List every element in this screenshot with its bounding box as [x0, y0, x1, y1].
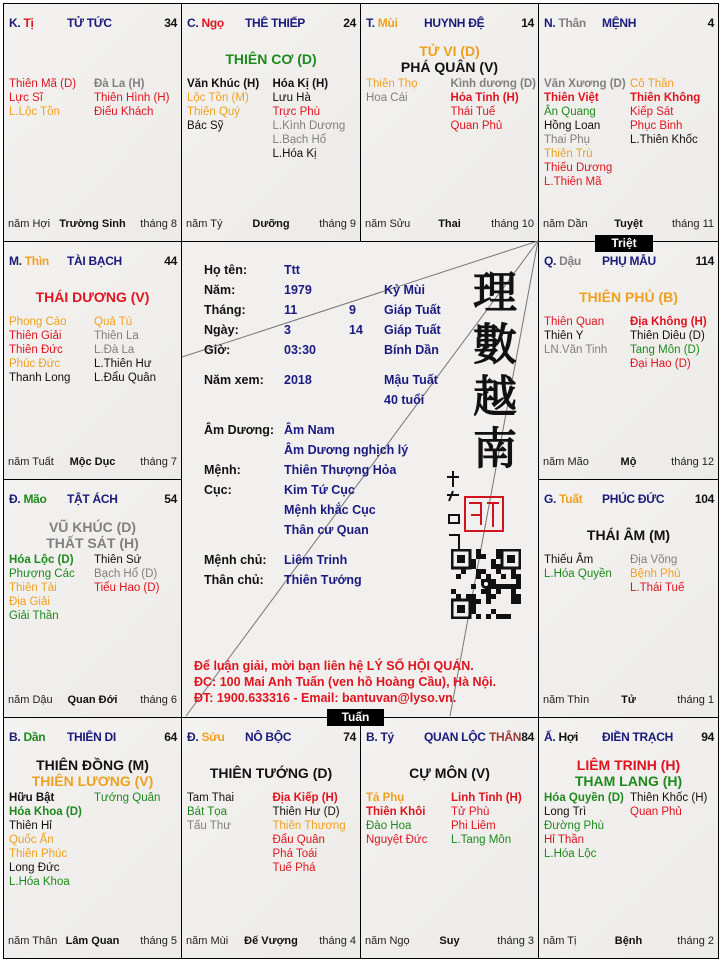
palace-age: 104: [694, 492, 714, 506]
palace-age: 4: [707, 16, 714, 30]
phase-label: Quan Đới: [67, 694, 118, 706]
palace-can: Ấ.: [544, 730, 556, 744]
palace-can: Đ.: [9, 492, 21, 506]
year-label: năm Mùi: [186, 935, 229, 947]
star: Thiên Y: [544, 330, 584, 342]
main-star: THIÊN CƠ (D): [225, 51, 317, 67]
palace-can: Đ.: [187, 730, 199, 744]
thang-can-chi: Giáp Tuất: [384, 303, 441, 317]
main-star: TỬ VI (D): [419, 43, 480, 59]
star: Ân Quang: [544, 106, 596, 118]
star: Cô Thần: [630, 78, 674, 90]
than-chu-value: Thiên Tướng: [284, 573, 362, 587]
star: Đại Hao (D): [630, 358, 691, 370]
year-label: năm Tuất: [8, 456, 54, 468]
palace-age: 54: [164, 492, 177, 506]
phase-label: Tử: [621, 694, 636, 706]
tuan-marker: Tuấn: [327, 709, 384, 726]
thang-label: Tháng:: [204, 303, 246, 317]
main-star: VŨ KHÚC (D): [48, 519, 137, 535]
star: L.Hóa Quyền: [544, 568, 612, 580]
main-star: THÁI DƯƠNG (V): [35, 289, 150, 305]
palace-chi: Ngọ: [201, 16, 224, 30]
palace-chi: Dần: [23, 730, 46, 744]
palace-chi: Dậu: [559, 254, 581, 268]
palace-name: THÊ THIẾP: [245, 16, 305, 30]
menh-value: Thiên Thượng Hỏa: [284, 463, 397, 477]
star: Tiểu Hao (D): [94, 582, 160, 594]
gio-can-chi: Bính Dần: [384, 343, 439, 357]
seal-mark: [443, 265, 533, 585]
palace-age: 34: [164, 16, 177, 30]
nam-xem-value: 2018: [284, 373, 312, 387]
star: Văn Khúc (H): [187, 78, 260, 90]
star: Hoa Cái: [366, 92, 408, 104]
month-label: tháng 11: [671, 218, 714, 230]
star: Thiên Trù: [544, 148, 593, 160]
star: Phi Liêm: [451, 820, 496, 832]
star: L.Thiên Khốc: [630, 134, 698, 146]
star: Thiên Không: [630, 92, 701, 104]
star: Thiên Mã (D): [9, 78, 77, 90]
star: Quốc Ấn: [9, 834, 54, 846]
star: Hữu Bật: [9, 792, 55, 804]
star: L.Đà La: [94, 344, 135, 356]
star: Tuế Phá: [272, 862, 316, 874]
palace-can: T.: [366, 16, 375, 30]
palace-can: M.: [9, 254, 22, 268]
phase-label: Trường Sinh: [59, 218, 126, 230]
star: Hóa Kị (H): [272, 78, 329, 90]
star: L.Hóa Lộc: [544, 848, 597, 860]
star: L.Đẩu Quân: [94, 372, 157, 384]
main-star: PHÁ QUÂN (V): [400, 59, 499, 75]
palace-chi: Hợi: [558, 730, 579, 744]
star: L.Lộc Tồn: [9, 106, 60, 118]
star: Phong Cáo: [9, 316, 67, 328]
star: Thiên Hình (H): [94, 92, 170, 104]
than-chu-label: Thân chủ:: [204, 573, 264, 587]
star: Bạch Hổ (D): [94, 568, 158, 580]
thang-am: 9: [349, 303, 356, 317]
star: L.Hóa Khoa: [9, 876, 70, 888]
palace-chi: Mùi: [377, 16, 398, 30]
palace-can: B.: [366, 730, 378, 744]
star: L.Tang Môn: [451, 834, 512, 846]
month-label: tháng 6: [140, 694, 177, 706]
palace-age: 94: [701, 730, 714, 744]
palace-age: 84: [521, 730, 534, 744]
star: L.Thiên Hư: [94, 358, 152, 370]
star: Hỏa Tinh (H): [450, 92, 519, 104]
palace-age: 44: [164, 254, 177, 268]
palace-name: PHỤ MẪU: [602, 254, 656, 268]
palace-chi: Sửu: [201, 730, 225, 744]
star: Thiên Tài: [9, 582, 57, 594]
star: Thiên Khốc (H): [630, 792, 708, 804]
month-label: tháng 9: [319, 218, 356, 230]
star: Thiên Hỉ: [9, 820, 52, 832]
palace-can: B.: [9, 730, 21, 744]
star: Thái Tuế: [450, 106, 496, 118]
palace-can: G.: [544, 492, 557, 506]
palace-can: N.: [544, 16, 556, 30]
month-label: tháng 10: [491, 218, 534, 230]
palace-name: THIÊN DI: [67, 730, 116, 744]
star: Tam Thai: [187, 792, 235, 804]
main-star: THIÊN TƯỚNG (D): [209, 765, 333, 781]
calligraphy-logo: 理數越南: [465, 269, 516, 477]
star: Thiếu Dương: [544, 162, 613, 174]
palace-name: PHÚC ĐỨC: [602, 492, 665, 506]
star: L.Thiên Mã: [544, 176, 602, 188]
star: Kình dương (D): [450, 78, 536, 90]
palace-chi: Tị: [23, 16, 34, 30]
am-duong-label: Âm Dương:: [204, 423, 275, 437]
star: Lực Sĩ: [9, 92, 43, 104]
star: Bát Tọa: [187, 806, 228, 818]
star: Văn Xương (D): [544, 78, 626, 90]
main-star: CỰ MÔN (V): [409, 765, 490, 781]
phase-label: Thai: [438, 218, 461, 230]
year-label: năm Thân: [8, 935, 58, 947]
star: Hóa Khoa (D): [9, 806, 82, 818]
ho-ten-value: Ttt: [284, 263, 300, 277]
star: L.Bạch Hổ: [272, 134, 327, 146]
nam-value: 1979: [284, 283, 312, 297]
phase-label: Tuyệt: [614, 218, 643, 230]
star: Thiên Thọ: [366, 78, 418, 90]
main-star: THIÊN LƯƠNG (V): [31, 773, 154, 789]
palace-name: MỆNH: [602, 16, 637, 30]
palace-chi: Thân: [558, 16, 586, 30]
star: Thiên Khôi: [366, 806, 426, 818]
phase-label: Đế Vượng: [244, 935, 298, 947]
palace-age: 64: [164, 730, 177, 744]
star: Thiên Diêu (D): [630, 330, 705, 342]
star: Quan Phủ: [630, 806, 682, 818]
nam-xem-label: Năm xem:: [204, 373, 264, 387]
star: Thiên Quan: [544, 316, 605, 328]
month-label: tháng 2: [677, 935, 714, 947]
phase-label: Lâm Quan: [65, 935, 120, 947]
star: Thanh Long: [9, 372, 71, 384]
menh-label: Mệnh:: [204, 463, 241, 477]
ngay-label: Ngày:: [204, 323, 239, 337]
star: Thiên Giải: [9, 330, 62, 342]
main-star: THÁI ÂM (M): [586, 527, 671, 543]
star: Linh Tinh (H): [451, 792, 522, 804]
main-star: LIÊM TRINH (H): [576, 757, 681, 773]
star: Phá Toái: [272, 848, 318, 860]
ngay-value: 3: [284, 323, 291, 337]
star: Hóa Lộc (D): [9, 554, 74, 566]
palace-chi: Tuất: [559, 492, 583, 506]
star: Thiên Việt: [544, 92, 599, 104]
star: Hỉ Thần: [544, 834, 585, 846]
phase-label: Bệnh: [614, 935, 643, 947]
star: L.Thái Tuế: [630, 582, 685, 594]
star: Đường Phù: [544, 820, 604, 832]
star: Thiên Hư (D): [272, 806, 340, 818]
year-label: năm Dậu: [8, 694, 53, 706]
nam-label: Năm:: [204, 283, 236, 297]
month-label: tháng 7: [140, 456, 177, 468]
palace-age: 24: [343, 16, 356, 30]
star: Đà La (H): [94, 78, 145, 90]
menh-chu-label: Mệnh chủ:: [204, 553, 267, 567]
contact-line-1: Để luận giải, mời bạn liên hệ LÝ SỐ HỘI QUÁN.: [194, 659, 474, 673]
palace-can: K.: [9, 16, 21, 30]
star: Phục Binh: [630, 120, 683, 132]
star: Tấu Thư: [187, 820, 231, 832]
palace-name: QUAN LỘC: [424, 730, 486, 744]
contact-line-2: ĐC: 100 Mai Anh Tuấn (ven hồ Hoàng Cầu), Hà Nội.: [194, 675, 497, 689]
month-label: tháng 5: [140, 935, 177, 947]
star: Quả Tú: [94, 316, 133, 328]
star: Lưu Hà: [272, 92, 311, 104]
am-duong-note: Âm Dương nghịch lý: [284, 443, 409, 457]
star: Giải Thần: [9, 610, 59, 622]
palace-name: TẬT ÁCH: [67, 492, 118, 506]
palace-name: ĐIỀN TRẠCH: [602, 730, 673, 744]
star: Lộc Tồn (M): [187, 92, 249, 104]
star: Long Trì: [544, 806, 587, 818]
palace-name: TỬ TỨC: [67, 16, 112, 30]
main-star: THIÊN PHỦ (B): [579, 289, 678, 305]
star: Thiên La: [94, 330, 139, 342]
star: Quan Phủ: [450, 120, 503, 132]
palace-age: 74: [343, 730, 356, 744]
main-star: THIÊN ĐỒNG (M): [36, 757, 149, 773]
ho-ten-label: Họ tên:: [204, 263, 248, 277]
star: Địa Võng: [630, 554, 678, 566]
star: Phúc Đức: [9, 358, 61, 370]
nam-can-chi: Kỷ Mùi: [384, 283, 425, 297]
palace-can: Q.: [544, 254, 557, 268]
phase-label: Dưỡng: [252, 218, 290, 230]
month-label: tháng 4: [319, 935, 356, 947]
star: Phượng Các: [9, 568, 75, 580]
palace-can: C.: [187, 16, 199, 30]
phase-label: Mộ: [620, 456, 637, 468]
star: Thiên Phúc: [9, 848, 68, 860]
star: Thiếu Âm: [544, 554, 594, 566]
phase-label: Suy: [439, 935, 460, 947]
year-label: năm Mão: [543, 456, 589, 468]
cuc-value: Kim Tứ Cục: [284, 483, 355, 497]
year-label: năm Ngọ: [365, 935, 410, 947]
am-duong-value: Âm Nam: [284, 423, 335, 437]
phase-label: Mộc Dục: [69, 456, 116, 468]
star: Trực Phù: [272, 106, 321, 118]
star: Thiên Quý: [187, 106, 241, 118]
star: Địa Kiếp (H): [272, 792, 338, 804]
star: L.Kình Dương: [272, 120, 346, 132]
year-label: năm Hợi: [8, 218, 51, 230]
tuoi: 40 tuổi: [384, 393, 425, 407]
palace-chi: Mão: [23, 492, 47, 506]
star: Hồng Loan: [544, 120, 601, 132]
star: Long Đức: [9, 862, 60, 874]
year-label: năm Sửu: [365, 218, 411, 230]
ngay-can-chi: Giáp Tuất: [384, 323, 441, 337]
ngay-am: 14: [349, 323, 363, 337]
triet-marker: Triệt: [595, 235, 653, 252]
year-label: năm Thìn: [543, 694, 590, 706]
palace-age: 114: [695, 254, 714, 268]
gio-value: 03:30: [284, 343, 316, 357]
star: Thiên Đức: [9, 344, 63, 356]
contact-line-3[interactable]: ĐT: 1900.633316 - Email: bantuvan@lyso.vn.: [194, 691, 457, 705]
star: LN.Văn Tinh: [544, 344, 608, 356]
center-info-panel: [181, 241, 538, 717]
main-star: THẤT SÁT (H): [46, 535, 139, 551]
thang-value: 11: [284, 303, 298, 317]
star: Địa Không (H): [630, 316, 707, 328]
palace-age: 14: [521, 16, 534, 30]
star: Thiên Thương: [272, 820, 346, 832]
palace-chi: Thìn: [24, 254, 49, 268]
star: Đào Hoa: [366, 820, 412, 832]
star: Đẩu Quân: [272, 834, 325, 846]
gio-label: Giờ:: [204, 343, 231, 357]
star: Hóa Quyền (D): [544, 792, 624, 804]
star: Kiếp Sát: [630, 106, 674, 118]
palace-name: HUYNH ĐỆ: [424, 16, 485, 30]
star: Tả Phụ: [366, 792, 405, 804]
year-label: năm Tị: [543, 935, 577, 947]
qr-code[interactable]: [451, 549, 521, 619]
star: Bệnh Phù: [630, 568, 681, 580]
star: Tang Môn (D): [630, 344, 700, 356]
nam-xem-can-chi: Mậu Tuất: [384, 373, 438, 387]
star: Nguyệt Đức: [366, 834, 428, 846]
cuc-note-1: Mệnh khắc Cục: [284, 503, 376, 517]
month-label: tháng 1: [677, 694, 714, 706]
month-label: tháng 12: [671, 456, 714, 468]
palace-name: NÔ BỘC: [245, 730, 292, 744]
menh-chu-value: Liêm Trinh: [284, 553, 348, 567]
star: Bác Sỹ: [187, 120, 224, 132]
month-label: tháng 8: [140, 218, 177, 230]
palace-chi: Tý: [380, 730, 394, 744]
than-badge: THÂN: [489, 730, 522, 744]
star: Tướng Quân: [94, 792, 161, 804]
month-label: tháng 3: [497, 935, 534, 947]
star: Điếu Khách: [94, 106, 154, 118]
star: Thai Phụ: [544, 134, 591, 146]
palace-name: TÀI BẠCH: [67, 254, 122, 268]
star: L.Hóa Kị: [272, 148, 317, 160]
year-label: năm Dần: [543, 218, 588, 230]
cuc-label: Cục:: [204, 483, 232, 497]
star: Thiên Sứ: [94, 554, 142, 566]
star: Địa Giải: [9, 596, 50, 608]
cuc-note-2: Thân cư Quan: [284, 523, 369, 537]
star: Tử Phù: [451, 806, 490, 818]
main-star: THAM LANG (H): [574, 773, 683, 789]
year-label: năm Tý: [186, 218, 223, 230]
